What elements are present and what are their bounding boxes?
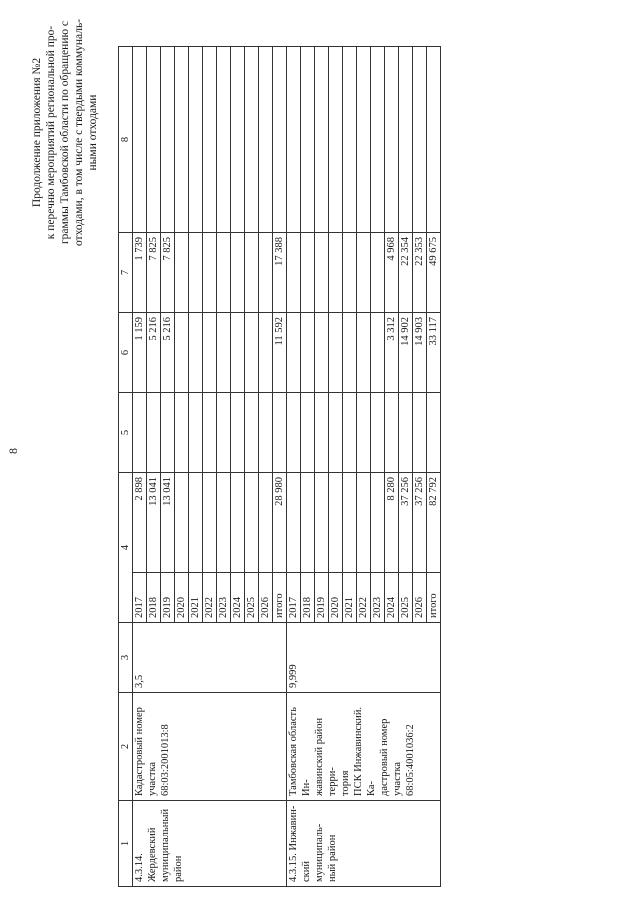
program-measures-table: [118, 46, 441, 887]
year-cell: 2020: [175, 573, 189, 623]
year-cell: 2025: [245, 573, 259, 623]
year-cell: 2021: [189, 573, 203, 623]
col7-cell: 22 353: [413, 233, 427, 313]
col7-cell: 17 388: [273, 233, 287, 313]
col6-cell: [371, 313, 385, 393]
page-number: 8: [6, 448, 20, 454]
col5-cell: [343, 393, 357, 473]
year-cell: 2023: [217, 573, 231, 623]
col5-cell: [147, 393, 161, 473]
appendix-header-note: [30, 10, 100, 255]
col7-cell: 4 968: [385, 233, 399, 313]
capacity-cell: 9,999: [287, 623, 441, 693]
col8-cell: [385, 47, 399, 233]
col8-cell: [273, 47, 287, 233]
col6-cell: 11 592: [273, 313, 287, 393]
col8-cell: [217, 47, 231, 233]
col5-cell: [203, 393, 217, 473]
total-cost-cell: 13 041: [147, 473, 161, 573]
col5-cell: [385, 393, 399, 473]
col6-cell: [217, 313, 231, 393]
col5-cell: [329, 393, 343, 473]
year-cell: 2024: [385, 573, 399, 623]
col7-cell: 1 739: [133, 233, 147, 313]
col5-cell: [259, 393, 273, 473]
col6-cell: [231, 313, 245, 393]
col7-cell: [329, 233, 343, 313]
header-note-line: к перечню мероприятий региональной про-: [45, 25, 57, 240]
district-name-cell: 4.3.14. Жердевский муниципальный район: [133, 801, 287, 887]
year-cell: 2022: [357, 573, 371, 623]
year-cell: 2020: [329, 573, 343, 623]
header-note-line: ными отходами: [87, 94, 99, 171]
col6-cell: [315, 313, 329, 393]
header-cell: 6: [119, 313, 133, 393]
col5-cell: [371, 393, 385, 473]
year-cell: 2022: [203, 573, 217, 623]
table-header-row: [119, 47, 133, 887]
col5-cell: [133, 393, 147, 473]
total-cost-cell: 37 256: [413, 473, 427, 573]
year-cell: 2017: [287, 573, 301, 623]
col7-cell: [259, 233, 273, 313]
header-cell: 5: [119, 393, 133, 473]
col7-cell: [287, 233, 301, 313]
total-cost-cell: [203, 473, 217, 573]
header-note-line: отходами, в том числе с твердыми коммуналь-: [73, 18, 85, 247]
table-row: [133, 47, 147, 887]
col6-cell: 14 902: [399, 313, 413, 393]
col5-cell: [357, 393, 371, 473]
col6-cell: 33 117: [427, 313, 441, 393]
col6-cell: 3 312: [385, 313, 399, 393]
header-cell: 7: [119, 233, 133, 313]
col8-cell: [245, 47, 259, 233]
location-cell: Тамбовская область Ин- жавинский район терри- тория ПСК Инжавинский. Ка- дастровый номер участка 68:05:4001036:2: [287, 693, 441, 801]
col7-cell: 7 825: [161, 233, 175, 313]
header-cell: 4: [119, 473, 133, 623]
year-cell: 2026: [259, 573, 273, 623]
total-cost-cell: [259, 473, 273, 573]
col8-cell: [259, 47, 273, 233]
col8-cell: [413, 47, 427, 233]
total-cost-cell: [329, 473, 343, 573]
header-cell: 3: [119, 623, 133, 693]
col5-cell: [217, 393, 231, 473]
col6-cell: [343, 313, 357, 393]
year-cell: 2018: [147, 573, 161, 623]
col8-cell: [315, 47, 329, 233]
col6-cell: [357, 313, 371, 393]
col6-cell: 5 216: [147, 313, 161, 393]
col5-cell: [399, 393, 413, 473]
header-cell: 2: [119, 693, 133, 801]
total-cost-cell: 13 041: [161, 473, 175, 573]
col5-cell: [413, 393, 427, 473]
col6-cell: [259, 313, 273, 393]
total-cost-cell: [315, 473, 329, 573]
col6-cell: 14 903: [413, 313, 427, 393]
year-cell: 2023: [371, 573, 385, 623]
col6-cell: 1 159: [133, 313, 147, 393]
col7-cell: [217, 233, 231, 313]
col7-cell: [357, 233, 371, 313]
col5-cell: [273, 393, 287, 473]
col8-cell: [133, 47, 147, 233]
total-cost-cell: [175, 473, 189, 573]
col8-cell: [175, 47, 189, 233]
col5-cell: [287, 393, 301, 473]
col8-cell: [371, 47, 385, 233]
col6-cell: 5 216: [161, 313, 175, 393]
col5-cell: [427, 393, 441, 473]
col7-cell: [203, 233, 217, 313]
table-body: [133, 47, 441, 887]
year-cell: 2026: [413, 573, 427, 623]
total-cost-cell: [343, 473, 357, 573]
year-cell: 2018: [301, 573, 315, 623]
year-cell: 2019: [315, 573, 329, 623]
capacity-cell: 3,5: [133, 623, 287, 693]
total-cost-cell: 8 280: [385, 473, 399, 573]
col5-cell: [245, 393, 259, 473]
col8-cell: [329, 47, 343, 233]
year-cell: итого: [427, 573, 441, 623]
col8-cell: [161, 47, 175, 233]
total-cost-cell: [371, 473, 385, 573]
district-name-cell: 4.3.15. Инжавин- ский муниципаль- ный район: [287, 801, 441, 887]
total-cost-cell: [245, 473, 259, 573]
year-cell: 2019: [161, 573, 175, 623]
col5-cell: [315, 393, 329, 473]
col7-cell: 49 675: [427, 233, 441, 313]
col7-cell: [189, 233, 203, 313]
col7-cell: [371, 233, 385, 313]
col8-cell: [427, 47, 441, 233]
col8-cell: [399, 47, 413, 233]
col7-cell: [343, 233, 357, 313]
col8-cell: [357, 47, 371, 233]
total-cost-cell: 2 898: [133, 473, 147, 573]
col8-cell: [189, 47, 203, 233]
col8-cell: [231, 47, 245, 233]
col7-cell: [301, 233, 315, 313]
location-cell: Кадастровый номер участка 68:03:2001013:8: [133, 693, 287, 801]
col6-cell: [175, 313, 189, 393]
col6-cell: [301, 313, 315, 393]
col7-cell: [245, 233, 259, 313]
year-cell: 2025: [399, 573, 413, 623]
year-cell: итого: [273, 573, 287, 623]
total-cost-cell: [357, 473, 371, 573]
col8-cell: [147, 47, 161, 233]
header-cell: 8: [119, 47, 133, 233]
col5-cell: [161, 393, 175, 473]
header-note-line: Продолжение приложения №2: [31, 57, 43, 208]
total-cost-cell: [231, 473, 245, 573]
col7-cell: [315, 233, 329, 313]
col5-cell: [189, 393, 203, 473]
total-cost-cell: [301, 473, 315, 573]
col7-cell: 7 825: [147, 233, 161, 313]
col5-cell: [175, 393, 189, 473]
col6-cell: [189, 313, 203, 393]
col8-cell: [301, 47, 315, 233]
col5-cell: [301, 393, 315, 473]
col6-cell: [245, 313, 259, 393]
col7-cell: [231, 233, 245, 313]
col8-cell: [343, 47, 357, 233]
total-cost-cell: [189, 473, 203, 573]
col8-cell: [203, 47, 217, 233]
year-cell: 2021: [343, 573, 357, 623]
total-cost-cell: [217, 473, 231, 573]
total-cost-cell: 37 256: [399, 473, 413, 573]
col5-cell: [231, 393, 245, 473]
header-note-line: граммы Тамбовской области по обращению с: [59, 20, 71, 245]
header-cell: 1: [119, 801, 133, 887]
col6-cell: [329, 313, 343, 393]
total-cost-cell: [287, 473, 301, 573]
col6-cell: [203, 313, 217, 393]
col7-cell: [175, 233, 189, 313]
table-row: [287, 47, 301, 887]
year-cell: 2024: [231, 573, 245, 623]
total-cost-cell: 82 792: [427, 473, 441, 573]
col6-cell: [287, 313, 301, 393]
year-cell: 2017: [133, 573, 147, 623]
col7-cell: 22 354: [399, 233, 413, 313]
col8-cell: [287, 47, 301, 233]
total-cost-cell: 28 980: [273, 473, 287, 573]
